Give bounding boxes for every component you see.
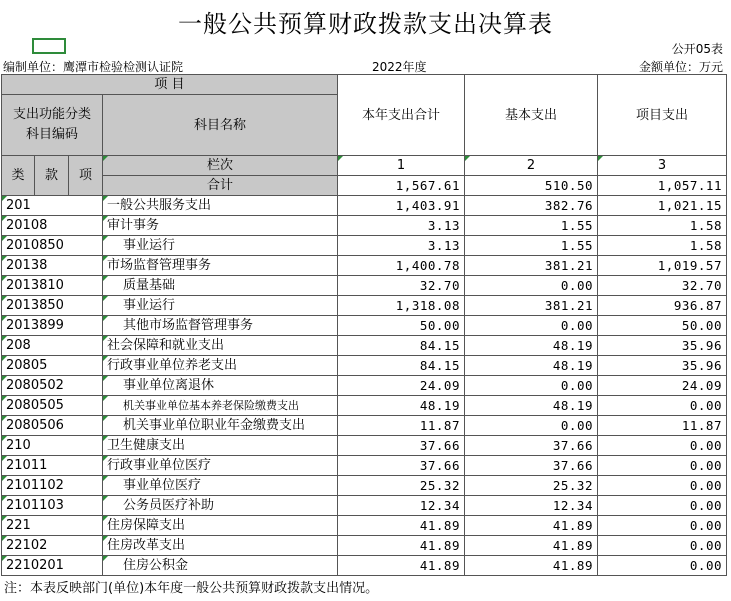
row-basic: 381.21	[465, 256, 598, 276]
row-name: 住房改革支出	[103, 536, 338, 556]
sum-basic: 510.50	[465, 176, 598, 196]
row-total: 1,400.78	[338, 256, 465, 276]
row-code: 221	[2, 516, 103, 536]
header-total: 本年支出合计	[338, 75, 465, 156]
footnote: 注：本表反映部门(单位)本年度一般公共预算财政拨款支出情况。	[4, 581, 379, 596]
row-basic: 0.00	[465, 416, 598, 436]
row-name: 住房公积金	[103, 556, 338, 576]
table-row	[2, 296, 727, 316]
row-basic: 41.89	[465, 516, 598, 536]
row-name: 住房保障支出	[103, 516, 338, 536]
table-row	[2, 376, 727, 396]
row-basic: 1.55	[465, 236, 598, 256]
row-basic: 48.19	[465, 356, 598, 376]
row-name: 行政事业单位养老支出	[103, 356, 338, 376]
selected-cell-marker[interactable]	[32, 38, 66, 54]
table-row	[2, 416, 727, 436]
row-project: 0.00	[598, 556, 727, 576]
table-row	[2, 336, 727, 356]
row-code: 2101103	[2, 496, 103, 516]
table-row	[2, 196, 727, 216]
row-name: 一般公共服务支出	[103, 196, 338, 216]
row-project: 0.00	[598, 516, 727, 536]
row-basic: 37.66	[465, 436, 598, 456]
column-number-1: 1	[338, 156, 465, 176]
row-code: 208	[2, 336, 103, 356]
header-project: 项目支出	[598, 75, 727, 156]
row-total: 84.15	[338, 356, 465, 376]
row-project: 35.96	[598, 336, 727, 356]
table-row	[2, 456, 727, 476]
row-project: 0.00	[598, 436, 727, 456]
row-code: 2010850	[2, 236, 103, 256]
row-project: 0.00	[598, 476, 727, 496]
header-item: 项 目	[2, 75, 338, 95]
table-row	[2, 396, 727, 416]
row-name: 审计事务	[103, 216, 338, 236]
header-column-label: 栏次	[103, 156, 338, 176]
row-name: 社会保障和就业支出	[103, 336, 338, 356]
row-total: 25.32	[338, 476, 465, 496]
row-basic: 0.00	[465, 376, 598, 396]
row-name: 公务员医疗补助	[103, 496, 338, 516]
row-total: 41.89	[338, 556, 465, 576]
row-name: 质量基础	[103, 276, 338, 296]
row-basic: 25.32	[465, 476, 598, 496]
row-code: 2080506	[2, 416, 103, 436]
row-code: 2013899	[2, 316, 103, 336]
table-row	[2, 256, 727, 276]
row-project: 35.96	[598, 356, 727, 376]
row-project: 1.58	[598, 216, 727, 236]
row-total: 3.13	[338, 216, 465, 236]
report-year: 2022年度	[372, 60, 427, 74]
row-total: 48.19	[338, 396, 465, 416]
table-row	[2, 476, 727, 496]
row-basic: 37.66	[465, 456, 598, 476]
sum-project: 1,057.11	[598, 176, 727, 196]
report-title: 一般公共预算财政拨款支出决算表	[178, 10, 553, 38]
row-total: 84.15	[338, 336, 465, 356]
table-row	[2, 316, 727, 336]
header-kuan: 款	[35, 156, 69, 196]
header-xiang: 项	[69, 156, 103, 196]
header-code-group: 支出功能分类 科目编码	[2, 95, 103, 156]
table-row	[2, 276, 727, 296]
row-total: 37.66	[338, 436, 465, 456]
row-name: 机关事业单位基本养老保险缴费支出	[103, 396, 338, 416]
row-total: 11.87	[338, 416, 465, 436]
row-basic: 48.19	[465, 396, 598, 416]
header-name: 科目名称	[103, 95, 338, 156]
row-code: 210	[2, 436, 103, 456]
table-row	[2, 556, 727, 576]
row-code: 2080502	[2, 376, 103, 396]
table-row	[2, 496, 727, 516]
row-total: 37.66	[338, 456, 465, 476]
row-name: 事业单位离退休	[103, 376, 338, 396]
row-total: 41.89	[338, 516, 465, 536]
row-total: 1,318.08	[338, 296, 465, 316]
row-code: 20108	[2, 216, 103, 236]
row-name: 市场监督管理事务	[103, 256, 338, 276]
table-row	[2, 436, 727, 456]
row-project: 1,021.15	[598, 196, 727, 216]
row-code: 2013850	[2, 296, 103, 316]
row-code: 201	[2, 196, 103, 216]
row-name: 事业单位医疗	[103, 476, 338, 496]
row-project: 0.00	[598, 396, 727, 416]
row-project: 50.00	[598, 316, 727, 336]
row-project: 0.00	[598, 456, 727, 476]
table-row	[2, 516, 727, 536]
compiling-unit: 编制单位：鹰潭市检验检测认证院	[3, 60, 184, 74]
row-code: 21011	[2, 456, 103, 476]
row-project: 11.87	[598, 416, 727, 436]
row-code: 2210201	[2, 556, 103, 576]
row-basic: 0.00	[465, 276, 598, 296]
row-basic: 382.76	[465, 196, 598, 216]
row-project: 24.09	[598, 376, 727, 396]
row-code: 2013810	[2, 276, 103, 296]
row-basic: 12.34	[465, 496, 598, 516]
row-project: 0.00	[598, 496, 727, 516]
header-basic: 基本支出	[465, 75, 598, 156]
row-project: 1.58	[598, 236, 727, 256]
row-total: 50.00	[338, 316, 465, 336]
row-code: 2101102	[2, 476, 103, 496]
row-basic: 48.19	[465, 336, 598, 356]
row-basic: 381.21	[465, 296, 598, 316]
header-lei: 类	[2, 156, 35, 196]
row-project: 936.87	[598, 296, 727, 316]
row-project: 0.00	[598, 536, 727, 556]
table-row	[2, 356, 727, 376]
row-total: 32.70	[338, 276, 465, 296]
report-ref-code: 公开05表	[671, 42, 723, 56]
row-project: 32.70	[598, 276, 727, 296]
row-total: 1,403.91	[338, 196, 465, 216]
row-basic: 41.89	[465, 536, 598, 556]
row-total: 24.09	[338, 376, 465, 396]
row-name: 其他市场监督管理事务	[103, 316, 338, 336]
row-name: 卫生健康支出	[103, 436, 338, 456]
table-row	[2, 536, 727, 556]
sum-label: 合计	[103, 176, 338, 196]
table-row	[2, 236, 727, 256]
column-number-3: 3	[598, 156, 727, 176]
row-code: 20138	[2, 256, 103, 276]
table-row	[2, 216, 727, 236]
row-basic: 0.00	[465, 316, 598, 336]
column-number-2: 2	[465, 156, 598, 176]
row-code: 2080505	[2, 396, 103, 416]
row-name: 事业运行	[103, 236, 338, 256]
expenditure-table	[1, 74, 727, 576]
row-code: 22102	[2, 536, 103, 556]
row-name: 行政事业单位医疗	[103, 456, 338, 476]
row-basic: 1.55	[465, 216, 598, 236]
row-total: 41.89	[338, 536, 465, 556]
row-total: 3.13	[338, 236, 465, 256]
amount-unit: 金额单位：万元	[638, 60, 723, 74]
row-name: 事业运行	[103, 296, 338, 316]
row-project: 1,019.57	[598, 256, 727, 276]
row-code: 20805	[2, 356, 103, 376]
row-basic: 41.89	[465, 556, 598, 576]
row-name: 机关事业单位职业年金缴费支出	[103, 416, 338, 436]
row-total: 12.34	[338, 496, 465, 516]
sum-total: 1,567.61	[338, 176, 465, 196]
